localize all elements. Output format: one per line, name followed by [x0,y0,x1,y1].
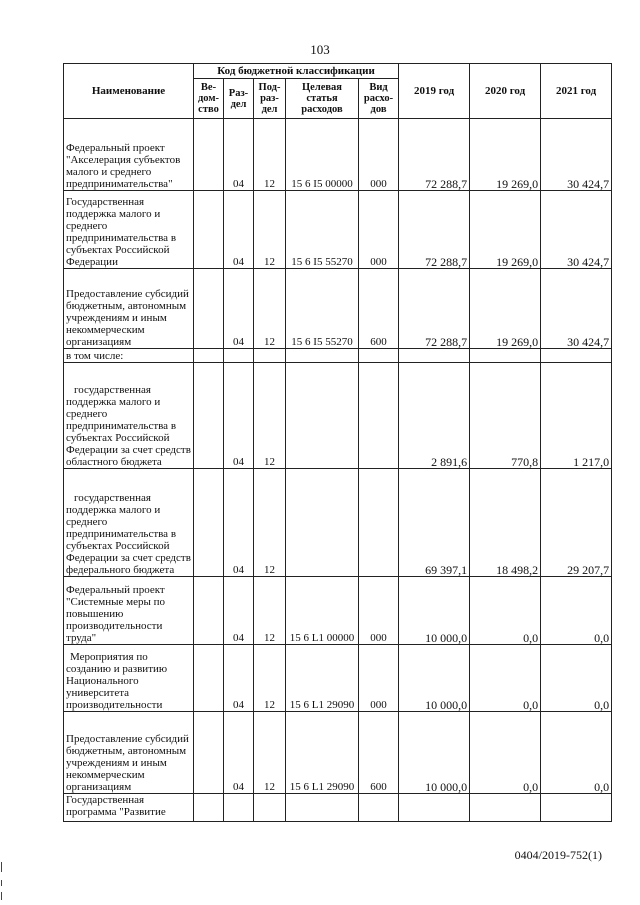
row-value-2020: 19 269,0 [470,191,541,269]
document-code: 0404/2019-752(1) [514,848,602,862]
row-name: Государственная поддержка малого и среднего предпринимательства в субъектах Российской Федерации [64,191,194,269]
row-value-2020: 770,8 [470,363,541,469]
row-subsection [254,349,286,363]
table-row [64,469,612,577]
row-name: в том числе: [64,349,194,363]
row-value-2019: 10 000,0 [399,712,470,794]
col-header-2020: 2020 год [470,64,541,119]
row-value-2021: 30 424,7 [541,119,612,191]
row-name: Государственная программа "Развитие [64,794,194,822]
col-header-dept: Ве- дом- ство [194,79,224,119]
row-name: Предоставление субсидий бюджетным, автономным учреждениям и иным некоммерческим организациям [64,712,194,794]
row-name: государственная поддержка малого и среднего предпринимательства в субъектах Российской Федерации за счет средств областного бюджета [64,363,194,469]
row-section: 04 [224,712,254,794]
row-value-2019: 10 000,0 [399,577,470,645]
row-value-2019: 72 288,7 [399,191,470,269]
row-value-2020: 0,0 [470,645,541,712]
row-dept [194,645,224,712]
scan-edge-marks [0,0,4,905]
row-section: 04 [224,577,254,645]
row-value-2019 [399,794,470,822]
row-subsection: 12 [254,119,286,191]
row-dept [194,119,224,191]
col-header-kind: Вид расхо- дов [359,79,399,119]
table-row [64,191,612,269]
row-name: Мероприятия по созданию и развитию Национального университета производительности [64,645,194,712]
row-section [224,794,254,822]
row-target: 15 6 L1 29090 [286,712,359,794]
row-kind [359,469,399,577]
row-dept [194,794,224,822]
row-subsection: 12 [254,645,286,712]
col-header-target: Целевая статья расходов [286,79,359,119]
row-value-2019: 10 000,0 [399,645,470,712]
row-dept [194,363,224,469]
row-subsection: 12 [254,712,286,794]
col-header-2019: 2019 год [399,64,470,119]
row-value-2020: 18 498,2 [470,469,541,577]
row-target: 15 6 I5 55270 [286,191,359,269]
row-kind [359,349,399,363]
col-header-name: Наименование [64,64,194,119]
row-value-2021 [541,794,612,822]
row-value-2019: 72 288,7 [399,269,470,349]
row-value-2019: 72 288,7 [399,119,470,191]
table-row [64,794,612,822]
row-section [224,349,254,363]
row-value-2020: 19 269,0 [470,119,541,191]
row-value-2021: 0,0 [541,712,612,794]
row-name: Предоставление субсидий бюджетным, автономным учреждениям и иным некоммерческим организациям [64,269,194,349]
table-row [64,712,612,794]
row-value-2021 [541,349,612,363]
row-value-2020 [470,794,541,822]
row-dept [194,469,224,577]
row-target [286,363,359,469]
row-name: Федеральный проект "Акселерация субъектов малого и среднего предпринимательства" [64,119,194,191]
row-section: 04 [224,191,254,269]
row-subsection: 12 [254,469,286,577]
row-kind [359,363,399,469]
row-value-2021: 0,0 [541,577,612,645]
row-value-2020: 0,0 [470,712,541,794]
row-kind: 600 [359,269,399,349]
row-value-2021: 30 424,7 [541,269,612,349]
row-section: 04 [224,269,254,349]
row-target: 15 6 L1 00000 [286,577,359,645]
row-value-2020 [470,349,541,363]
table-row [64,577,612,645]
row-subsection: 12 [254,191,286,269]
row-section: 04 [224,363,254,469]
row-target [286,469,359,577]
col-header-2021: 2021 год [541,64,612,119]
row-section: 04 [224,645,254,712]
row-value-2021: 30 424,7 [541,191,612,269]
row-dept [194,269,224,349]
row-subsection: 12 [254,577,286,645]
row-dept [194,349,224,363]
row-subsection: 12 [254,269,286,349]
page-number: 103 [310,42,330,57]
row-value-2021: 0,0 [541,645,612,712]
row-value-2021: 1 217,0 [541,363,612,469]
budget-table [63,63,612,822]
row-target [286,794,359,822]
row-value-2019 [399,349,470,363]
row-value-2020: 0,0 [470,577,541,645]
table-row [64,119,612,191]
row-value-2019: 2 891,6 [399,363,470,469]
row-target: 15 6 I5 55270 [286,269,359,349]
row-dept [194,191,224,269]
row-subsection [254,794,286,822]
col-header-section: Раз- дел [224,79,254,119]
row-kind [359,794,399,822]
table-row [64,349,612,363]
table-row [64,645,612,712]
row-kind: 000 [359,119,399,191]
row-kind: 000 [359,577,399,645]
row-kind: 000 [359,645,399,712]
row-target [286,349,359,363]
col-group-budget-code: Код бюджетной классификации [194,64,399,79]
row-dept [194,577,224,645]
row-value-2019: 69 397,1 [399,469,470,577]
col-header-subsection: Под- раз- дел [254,79,286,119]
row-section: 04 [224,469,254,577]
table-row [64,269,612,349]
row-kind: 000 [359,191,399,269]
row-target: 15 6 I5 00000 [286,119,359,191]
table-row [64,363,612,469]
row-name: Федеральный проект "Системные меры по повышению производительности труда" [64,577,194,645]
row-value-2021: 29 207,7 [541,469,612,577]
row-value-2020: 19 269,0 [470,269,541,349]
row-section: 04 [224,119,254,191]
row-name: государственная поддержка малого и среднего предпринимательства в субъектах Российской Федерации за счет средств федерального бюджета [64,469,194,577]
row-subsection: 12 [254,363,286,469]
row-dept [194,712,224,794]
row-target: 15 6 L1 29090 [286,645,359,712]
row-kind: 600 [359,712,399,794]
